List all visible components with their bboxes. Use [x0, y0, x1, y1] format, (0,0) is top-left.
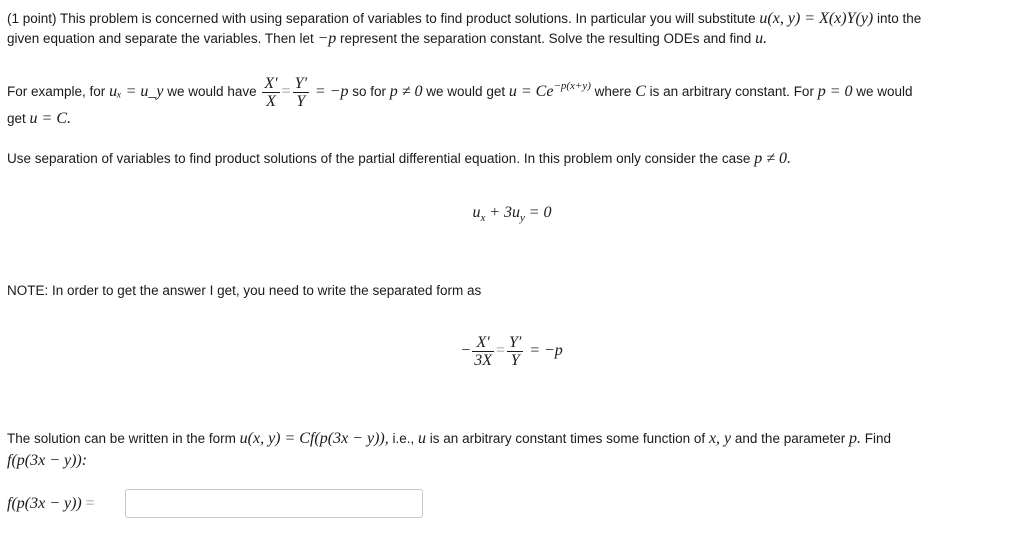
- problem-line-2: [7, 30, 767, 48]
- target-function: f(p(3x − y)):: [7, 452, 88, 469]
- instruction-condition: p ≠ 0.: [754, 150, 791, 167]
- solution-line-2: [7, 452, 87, 470]
- example-text: we would have: [167, 84, 257, 99]
- pde-plus: + 3u: [489, 204, 520, 221]
- problem-line-1: [7, 10, 921, 28]
- pde-sub-x: x: [480, 212, 486, 224]
- example-text-arbitrary: is an arbitrary constant. For: [649, 84, 814, 99]
- separation-constant: −p: [317, 30, 337, 47]
- problem-text-2b: represent the separation constant. Solve the resulting ODEs and find: [340, 31, 752, 46]
- pde-sub-y: y: [520, 212, 525, 224]
- solution-text-c: is an arbitrary constant times some function of: [429, 431, 706, 446]
- problem-text: (1 point) This problem is concerned with using separation of variables to find product solutions. In particular you will substitute: [7, 11, 756, 26]
- problem-text-2a: given equation and separate the variables. Then let: [7, 31, 314, 46]
- example-text-we-would: we would: [856, 84, 913, 99]
- fraction-x: $\frac{X'}{X}$: [264, 74, 278, 110]
- problem-text-end: into the: [877, 11, 922, 26]
- solution-form: u(x, y) = Cf(p(3x − y)),: [239, 430, 389, 447]
- example-line-2: [7, 110, 71, 128]
- solution-line-1: [7, 430, 891, 448]
- answer-label-math: f(p(3x − y)): [7, 495, 82, 512]
- answer-label: [7, 495, 95, 513]
- substitution-formula: u(x, y) = X(x)Y(y): [759, 10, 874, 27]
- separated-fraction-x: $\frac{X'}{3X}$: [474, 334, 492, 369]
- example-text-so-for: so for: [352, 84, 386, 99]
- p-nonzero: p ≠ 0: [389, 83, 423, 100]
- instruction-text: Use separation of variables to find product solutions of the partial differential equation. In this problem only consider the case: [7, 151, 751, 166]
- example-zero-solution: u = C.: [29, 110, 72, 127]
- fraction-y: $\frac{Y'}{Y}$: [294, 74, 308, 110]
- example-text-where: where: [594, 84, 632, 99]
- note-text: NOTE: In order to get the answer I get, you need to write the separated form as: [7, 283, 482, 298]
- example-pde: uₓ = u_y: [109, 83, 164, 100]
- pde-equation: [0, 204, 1024, 224]
- pde-u: u: [472, 204, 481, 221]
- solution-text-b: i.e.,: [392, 431, 415, 446]
- example-text-get-line: get: [7, 111, 26, 126]
- solution-text-d: and the parameter: [734, 431, 846, 446]
- note: [7, 282, 481, 300]
- separated-rhs: = −p: [529, 342, 563, 360]
- solution-p: p.: [849, 430, 861, 447]
- example-intro: For example, for: [7, 84, 106, 99]
- separated-fraction-y: $\frac{Y'}{Y}$: [509, 334, 522, 369]
- pde-rhs: = 0: [528, 204, 552, 221]
- u-variable: u.: [755, 30, 768, 47]
- example-solution: u = Ce: [508, 83, 554, 100]
- answer-equals: =: [85, 495, 95, 512]
- example-rhs: = −p: [314, 83, 349, 100]
- solution-u: u: [418, 430, 427, 447]
- separated-form: − $\frac{X'}{3X}$ = $\frac{Y'}{Y}$ = −p: [461, 334, 563, 369]
- solution-text-a: The solution can be written in the form: [7, 431, 236, 446]
- example-exponent: −p(x+y): [553, 80, 591, 92]
- separated-minus: −: [461, 342, 471, 360]
- solution-find: Find: [864, 431, 892, 446]
- example-line: For example, for uₓ = u_y we would have $\frac{X'}{X}$ = $\frac{Y'}{Y}$ = −p so for p ≠ 0 we would get $u = Ce^{-p(x+y)}$ where C is an arbitrary constant. For p = 0 we would: [7, 74, 913, 110]
- answer-input[interactable]: [125, 489, 423, 518]
- example-text-get: we would get: [426, 84, 506, 99]
- p-zero: p = 0: [817, 83, 853, 100]
- constant-c: C: [635, 83, 646, 100]
- instruction: [7, 150, 791, 168]
- solution-xy: x, y: [708, 430, 732, 447]
